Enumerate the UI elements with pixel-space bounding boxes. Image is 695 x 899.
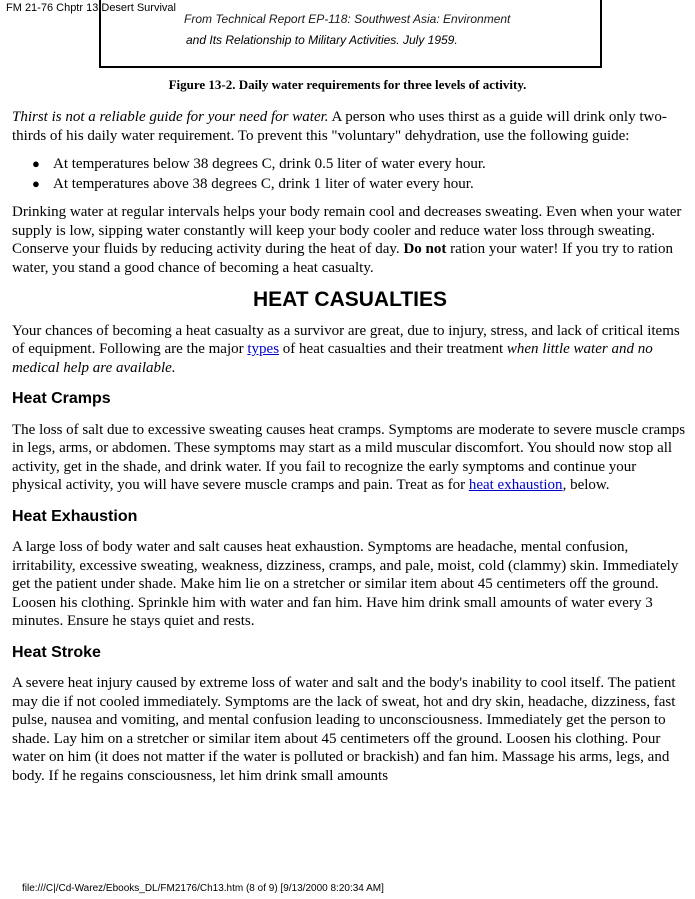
heat-cramps-text: The loss of salt due to excessive sweating causes heat cramps. Symptoms are moderate to severe muscle cramps in legs, arms, or abdomen. These symptoms may start as a mild muscular discomfort. You should now stop all activity, get in the shade, and drink water. If you fail to recognize the early symptoms and continue your physical activity, you will have severe muscle cramps and pain. Treat as for (12, 421, 686, 493)
list-item (32, 155, 688, 174)
drinking-text-2: ration your water! If you try to ration water, you stand a good chance of becoming a heat casualty. (12, 241, 673, 276)
bullet-text: At temperatures above 38 degrees C, drink 1 liter of water every hour. (53, 175, 474, 192)
subheading-heat-stroke: Heat Stroke (12, 643, 101, 661)
heat-casualties-text-1: Your chances of becoming a heat casualty as a survivor are great, due to injury, stress, and lack of critical items of equipment. Following are the major (12, 322, 680, 357)
figure-source-line-1: From Technical Report EP-118: Southwest Asia: Environment (184, 12, 511, 26)
figure-source-line-2: and Its Relationship to Military Activities. July 1959. (186, 33, 458, 47)
bullet-icon: ● (32, 175, 40, 191)
page-footer-url: file:///C|/Cd-Warez/Ebooks_DL/FM2176/Ch13.htm (8 of 9) [9/13/2000 8:20:34 AM] (22, 883, 384, 894)
intro-paragraph (12, 108, 688, 145)
intro-rest: A person who uses thirst as a guide will drink only two-thirds of his daily water requirement. To prevent this "voluntary" dehydration, use the following guide: (12, 109, 667, 144)
heat-casualties-text-2: of heat casualties and their treatment (279, 341, 507, 357)
heat-exhaustion-link[interactable]: heat exhaustion (468, 477, 563, 493)
figure-caption: Figure 13-2. Daily water requirements for three levels of activity. (168, 77, 527, 92)
heat-cramps-paragraph (12, 421, 688, 495)
heat-casualties-italic: when little water and no medical help are available. (12, 341, 653, 376)
bullet-icon: ● (32, 156, 40, 171)
heat-exhaustion-paragraph: A large loss of body water and salt causes heat exhaustion. Symptoms are headache, mental confusion, irritability, excessive sweating, weakness, dizziness, cramps, and pale, moist, cold (clammy) skin. Immediately get the patient under shade. Make him lie on a stretcher or similar item about 45 centimeters off the ground. Loosen his clothing. Sprinkle him with water and fan him. Have him drink small amounts of water every 3 minutes. Ensure he stays quiet and rests. (12, 539, 679, 629)
drinking-text-1: Drinking water at regular intervals helps your body remain cool and decreases sweating. Even when your water supply is low, sipping water constantly will keep your body cooler and reduce water loss through sweating. Conserve your fluids by reducing activity during the heat of day. (12, 204, 682, 257)
types-link[interactable]: types (247, 341, 280, 357)
section-heading-heat-casualties: HEAT CASUALTIES (252, 288, 448, 311)
drinking-bold: Do not (403, 241, 447, 257)
heat-stroke-paragraph: A severe heat injury caused by extreme loss of water and salt and the body's inability to cool itself. The patient may die if not cooled immediately. Symptoms are the lack of sweat, hot and dry skin, headache, dizziness, fast pulse, nausea and vomiting, and mental confusion leading to unconsciousness. Immediately get the person to shade. Lay him on a stretcher or similar item about 45 centimeters off the ground. Loosen his clothing. Pour water on him (it does not matter if the water is polluted or brackish) and fan him. Massage his arms, legs, and body. If he regains consciousness, let him drink small amounts (12, 675, 676, 784)
heat-cramps-tail: , below. (562, 477, 610, 493)
drinking-paragraph (12, 203, 688, 277)
subheading-heat-exhaustion: Heat Exhaustion (12, 507, 138, 525)
figure-box (99, 0, 602, 68)
page-header-title: FM 21-76 Chptr 13 Desert Survival (6, 2, 176, 14)
intro-lead: Thirst is not a reliable guide for your need for water. (12, 109, 329, 125)
water-guide-list (12, 155, 688, 193)
bullet-text: At temperatures below 38 degrees C, drink 0.5 liter of water every hour. (53, 156, 486, 172)
heat-casualties-paragraph (12, 322, 688, 378)
document-body (12, 108, 688, 795)
list-item (32, 175, 688, 194)
subheading-heat-cramps: Heat Cramps (12, 390, 111, 407)
